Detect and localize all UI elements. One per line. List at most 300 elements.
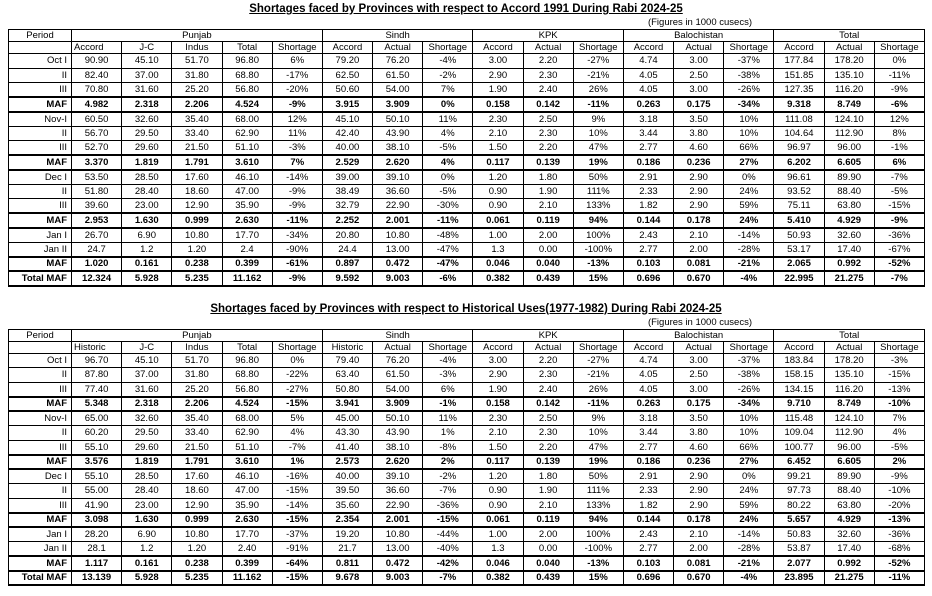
value-cell: 55.10 (72, 440, 122, 455)
value-cell: 51.10 (222, 141, 272, 156)
value-cell: 0.399 (222, 257, 272, 272)
col-header-total-actual: Actual (824, 341, 874, 353)
value-cell: 1.630 (122, 213, 172, 228)
value-cell: 96.00 (824, 141, 874, 156)
value-cell: 3.50 (674, 112, 724, 127)
value-cell: 2.318 (122, 397, 172, 412)
value-cell: 2.77 (623, 440, 673, 455)
value-cell: -7% (874, 271, 924, 286)
value-cell: 25.20 (172, 83, 222, 98)
value-cell: 104.64 (774, 126, 824, 141)
value-cell: 8.749 (824, 397, 874, 412)
value-cell: -47% (423, 257, 473, 272)
value-cell: -61% (272, 257, 322, 272)
value-cell: -3% (874, 353, 924, 368)
value-cell: 2.630 (222, 513, 272, 528)
value-cell: 50.60 (322, 83, 372, 98)
value-cell: 3.610 (222, 455, 272, 470)
value-cell: 39.50 (322, 484, 372, 499)
value-cell: 27% (724, 155, 774, 170)
value-cell: -26% (724, 382, 774, 397)
value-cell: 2.252 (322, 213, 372, 228)
table-row (9, 242, 925, 257)
value-cell: 25.20 (172, 382, 222, 397)
table-row (9, 228, 925, 243)
value-cell: 127.35 (774, 83, 824, 98)
value-cell: -14% (724, 228, 774, 243)
value-cell: 12.90 (172, 498, 222, 513)
value-cell: 10.80 (172, 527, 222, 542)
value-cell: 68.00 (222, 411, 272, 426)
value-cell: 0.046 (473, 556, 523, 571)
col-header-balochistan-accord: Accord (623, 341, 673, 353)
value-cell: -34% (724, 397, 774, 412)
value-cell: 0.161 (122, 556, 172, 571)
col-group-total: Total (774, 30, 925, 42)
value-cell: 0.263 (623, 397, 673, 412)
value-cell: -52% (874, 556, 924, 571)
value-cell: 51.70 (172, 353, 222, 368)
value-cell: 3.00 (473, 353, 523, 368)
value-cell: 3.00 (674, 353, 724, 368)
value-cell: 41.90 (72, 498, 122, 513)
table-row (9, 170, 925, 185)
row-label: II (9, 368, 72, 383)
value-cell: 2.4 (222, 242, 272, 257)
summary-row (9, 397, 925, 412)
value-cell: 47.00 (222, 484, 272, 499)
col-header-kpk-actual: Actual (523, 42, 573, 54)
value-cell: 9.710 (774, 397, 824, 412)
row-label: Jan I (9, 527, 72, 542)
value-cell: -9% (272, 199, 322, 214)
value-cell: 0.696 (623, 571, 673, 586)
value-cell: 60.20 (72, 426, 122, 441)
value-cell: 0.046 (473, 257, 523, 272)
value-cell: 133% (573, 498, 623, 513)
value-cell: 29.50 (122, 426, 172, 441)
value-cell: 50.10 (373, 411, 423, 426)
value-cell: 79.40 (322, 353, 372, 368)
col-header-kpk-shortage: Shortage (573, 341, 623, 353)
value-cell: 1.20 (473, 170, 523, 185)
value-cell: 28.50 (122, 469, 172, 484)
value-cell: 0% (874, 54, 924, 69)
value-cell: -1% (423, 397, 473, 412)
value-cell: -28% (724, 542, 774, 557)
value-cell: 2.00 (674, 242, 724, 257)
value-cell: 2.573 (322, 455, 372, 470)
value-cell: -22% (272, 368, 322, 383)
value-cell: 0.119 (523, 213, 573, 228)
value-cell: 0.061 (473, 513, 523, 528)
column-group-header-row (9, 329, 925, 341)
value-cell: 2.20 (523, 54, 573, 69)
value-cell: 63.40 (322, 368, 372, 383)
value-cell: 0.999 (172, 213, 222, 228)
value-cell: -47% (423, 242, 473, 257)
value-cell: 2.40 (222, 542, 272, 557)
col-group-total: Total (774, 329, 925, 341)
value-cell: 24% (724, 513, 774, 528)
value-cell: 1% (423, 426, 473, 441)
value-cell: 60.50 (72, 112, 122, 127)
value-cell: 2.30 (523, 68, 573, 83)
value-cell: -37% (724, 353, 774, 368)
row-label: Total MAF (9, 271, 72, 286)
value-cell: 28.40 (122, 184, 172, 199)
value-cell: 76.20 (373, 54, 423, 69)
value-cell: -15% (874, 368, 924, 383)
col-header-punjab-accord: Accord (72, 42, 122, 54)
value-cell: 7% (272, 155, 322, 170)
value-cell: 0.472 (373, 556, 423, 571)
value-cell: 2.001 (373, 513, 423, 528)
value-cell: 0.00 (523, 242, 573, 257)
value-cell: -21% (724, 556, 774, 571)
value-cell: 13.139 (72, 571, 122, 586)
value-cell: 47.00 (222, 184, 272, 199)
value-cell: 93.52 (774, 184, 824, 199)
value-cell: 77.40 (72, 382, 122, 397)
value-cell: 51.80 (72, 184, 122, 199)
value-cell: 32.60 (824, 228, 874, 243)
value-cell: 2% (423, 455, 473, 470)
value-cell: 0.144 (623, 513, 673, 528)
value-cell: 2.30 (523, 126, 573, 141)
value-cell: 28.50 (122, 170, 172, 185)
value-cell: -68% (874, 542, 924, 557)
value-cell: 33.40 (172, 126, 222, 141)
value-cell: -91% (272, 542, 322, 557)
col-header-sindh-actual: Actual (373, 341, 423, 353)
value-cell: 111% (573, 184, 623, 199)
value-cell: 6.605 (824, 155, 874, 170)
value-cell: 6% (423, 382, 473, 397)
value-cell: -10% (874, 397, 924, 412)
value-cell: -7% (423, 571, 473, 586)
value-cell: 4.05 (623, 382, 673, 397)
value-cell: 41.40 (322, 440, 372, 455)
value-cell: 0.117 (473, 455, 523, 470)
value-cell: 1.117 (72, 556, 122, 571)
column-group-header-row (9, 30, 925, 42)
value-cell: 29.60 (122, 141, 172, 156)
value-cell: 37.00 (122, 368, 172, 383)
value-cell: 4.74 (623, 353, 673, 368)
value-cell: 35.60 (322, 498, 372, 513)
value-cell: -21% (724, 257, 774, 272)
value-cell: 23.895 (774, 571, 824, 586)
row-label: III (9, 83, 72, 98)
value-cell: 111.08 (774, 112, 824, 127)
col-header-total-shortage: Shortage (874, 341, 924, 353)
value-cell: 0.103 (623, 257, 673, 272)
value-cell: 5.657 (774, 513, 824, 528)
value-cell: 31.60 (122, 83, 172, 98)
value-cell: -38% (724, 368, 774, 383)
value-cell: 2.620 (373, 155, 423, 170)
value-cell: 13.00 (373, 242, 423, 257)
value-cell: 52.70 (72, 141, 122, 156)
value-cell: 1.20 (172, 542, 222, 557)
value-cell: 32.60 (824, 527, 874, 542)
value-cell: -15% (874, 199, 924, 214)
col-header-punjab-total: Total (222, 341, 272, 353)
value-cell: 12% (272, 112, 322, 127)
shortages-table-historical-uses (8, 329, 925, 587)
value-cell: 0.439 (523, 571, 573, 586)
value-cell: -6% (423, 271, 473, 286)
value-cell: 0.175 (674, 397, 724, 412)
table-row (9, 440, 925, 455)
row-label: II (9, 484, 72, 499)
value-cell: 2.90 (674, 170, 724, 185)
table-row (9, 411, 925, 426)
period-header: Period (9, 30, 72, 42)
col-header-punjab-j-c: J-C (122, 42, 172, 54)
col-group-punjab: Punjab (72, 30, 323, 42)
value-cell: 3.00 (674, 54, 724, 69)
value-cell: 21.275 (824, 571, 874, 586)
value-cell: -48% (423, 228, 473, 243)
value-cell: 2.90 (674, 199, 724, 214)
value-cell: -34% (272, 228, 322, 243)
value-cell: 35.90 (222, 199, 272, 214)
value-cell: -64% (272, 556, 322, 571)
value-cell: 43.90 (373, 126, 423, 141)
table-row (9, 527, 925, 542)
value-cell: 1.82 (623, 199, 673, 214)
value-cell: 0.399 (222, 556, 272, 571)
value-cell: 5.928 (122, 271, 172, 286)
value-cell: 17.60 (172, 170, 222, 185)
value-cell: 31.60 (122, 382, 172, 397)
value-cell: -9% (272, 184, 322, 199)
value-cell: 35.40 (172, 411, 222, 426)
value-cell: -11% (573, 397, 623, 412)
summary-row (9, 155, 925, 170)
value-cell: 2.40 (523, 382, 573, 397)
value-cell: 0.117 (473, 155, 523, 170)
value-cell: 50.80 (322, 382, 372, 397)
table-row (9, 126, 925, 141)
value-cell: 26% (573, 83, 623, 98)
value-cell: 2.90 (674, 469, 724, 484)
value-cell: -21% (573, 368, 623, 383)
value-cell: 2.20 (523, 353, 573, 368)
column-subheader-row (9, 42, 925, 54)
value-cell: 0.897 (322, 257, 372, 272)
value-cell: 0.999 (172, 513, 222, 528)
col-header-punjab-shortage: Shortage (272, 42, 322, 54)
col-header-kpk-accord: Accord (473, 42, 523, 54)
value-cell: 37.00 (122, 68, 172, 83)
value-cell: 4% (423, 155, 473, 170)
value-cell: 21.7 (322, 542, 372, 557)
value-cell: 4.60 (674, 141, 724, 156)
value-cell: 61.50 (373, 368, 423, 383)
value-cell: 66% (724, 141, 774, 156)
value-cell: 2.30 (473, 411, 523, 426)
value-cell: -4% (423, 353, 473, 368)
value-cell: -2% (423, 68, 473, 83)
value-cell: 2.77 (623, 141, 673, 156)
value-cell: 2.10 (523, 498, 573, 513)
value-cell: 94% (573, 213, 623, 228)
value-cell: -5% (874, 440, 924, 455)
value-cell: 109.04 (774, 426, 824, 441)
value-cell: 2.50 (523, 112, 573, 127)
value-cell: 5.348 (72, 397, 122, 412)
value-cell: 12.90 (172, 199, 222, 214)
value-cell: 178.20 (824, 353, 874, 368)
value-cell: 0.142 (523, 97, 573, 112)
value-cell: 0.263 (623, 97, 673, 112)
value-cell: 4.929 (824, 513, 874, 528)
value-cell: 6.605 (824, 455, 874, 470)
blank-header-cell (9, 42, 72, 54)
value-cell: 11.162 (222, 571, 272, 586)
value-cell: -36% (874, 228, 924, 243)
col-header-balochistan-accord: Accord (623, 42, 673, 54)
value-cell: 2.318 (122, 97, 172, 112)
value-cell: -37% (724, 54, 774, 69)
value-cell: 19% (573, 155, 623, 170)
value-cell: -67% (874, 242, 924, 257)
value-cell: 35.90 (222, 498, 272, 513)
value-cell: 10% (724, 411, 774, 426)
value-cell: 9.003 (373, 571, 423, 586)
table-title-accord: Shortages faced by Provinces with respect to Accord 1991 During Rabi 2024-25 (249, 3, 683, 15)
value-cell: 88.40 (824, 484, 874, 499)
value-cell: -13% (573, 257, 623, 272)
row-label: Dec I (9, 170, 72, 185)
units-note: (Figures in 1000 cusecs) (647, 17, 752, 28)
value-cell: 59% (724, 498, 774, 513)
value-cell: -21% (573, 68, 623, 83)
value-cell: 0.178 (674, 513, 724, 528)
value-cell: -14% (272, 170, 322, 185)
value-cell: 0.439 (523, 271, 573, 286)
value-cell: 2.91 (623, 469, 673, 484)
value-cell: 3.370 (72, 155, 122, 170)
value-cell: 0.382 (473, 571, 523, 586)
value-cell: 24% (724, 184, 774, 199)
value-cell: 62.90 (222, 426, 272, 441)
col-group-balochistan: Balochistan (623, 329, 774, 341)
value-cell: 3.576 (72, 455, 122, 470)
value-cell: 0.081 (674, 556, 724, 571)
value-cell: -90% (272, 242, 322, 257)
table-row (9, 199, 925, 214)
value-cell: 0.696 (623, 271, 673, 286)
value-cell: 21.50 (172, 440, 222, 455)
value-cell: 4.05 (623, 68, 673, 83)
value-cell: 2.206 (172, 97, 222, 112)
value-cell: -28% (724, 242, 774, 257)
value-cell: 3.00 (674, 382, 724, 397)
value-cell: 68.80 (222, 368, 272, 383)
value-cell: 45.10 (122, 353, 172, 368)
value-cell: 3.098 (72, 513, 122, 528)
value-cell: 0.142 (523, 397, 573, 412)
value-cell: 10.80 (373, 228, 423, 243)
value-cell: 0.90 (473, 484, 523, 499)
value-cell: 97.73 (774, 484, 824, 499)
col-header-sindh-shortage: Shortage (423, 42, 473, 54)
row-label: Nov-I (9, 112, 72, 127)
value-cell: 0.90 (473, 498, 523, 513)
value-cell: -44% (423, 527, 473, 542)
value-cell: 7% (874, 411, 924, 426)
value-cell: 0.040 (523, 556, 573, 571)
value-cell: -42% (423, 556, 473, 571)
value-cell: 0.158 (473, 97, 523, 112)
table-row (9, 368, 925, 383)
value-cell: 10.80 (373, 527, 423, 542)
value-cell: 116.20 (824, 382, 874, 397)
row-label: Oct I (9, 54, 72, 69)
col-header-total-accord: Accord (774, 42, 824, 54)
value-cell: 2.077 (774, 556, 824, 571)
value-cell: -100% (573, 542, 623, 557)
col-header-punjab-shortage: Shortage (272, 341, 322, 353)
value-cell: 56.80 (222, 382, 272, 397)
value-cell: 10% (724, 112, 774, 127)
value-cell: -9% (874, 83, 924, 98)
value-cell: 39.60 (72, 199, 122, 214)
value-cell: 96.00 (824, 440, 874, 455)
value-cell: 62.90 (222, 126, 272, 141)
value-cell: 80.22 (774, 498, 824, 513)
value-cell: -2% (423, 469, 473, 484)
value-cell: 0.158 (473, 397, 523, 412)
value-cell: -38% (724, 68, 774, 83)
value-cell: 13.00 (373, 542, 423, 557)
value-cell: 8% (874, 126, 924, 141)
value-cell: 29.50 (122, 126, 172, 141)
value-cell: 6.90 (122, 228, 172, 243)
value-cell: 96.61 (774, 170, 824, 185)
row-label: III (9, 440, 72, 455)
value-cell: 1.50 (473, 440, 523, 455)
value-cell: 63.80 (824, 199, 874, 214)
col-header-balochistan-actual: Actual (674, 42, 724, 54)
value-cell: 4% (423, 126, 473, 141)
value-cell: 2.10 (473, 426, 523, 441)
value-cell: -11% (573, 97, 623, 112)
value-cell: 36.60 (373, 484, 423, 499)
value-cell: -13% (874, 382, 924, 397)
value-cell: 0.90 (473, 199, 523, 214)
value-cell: 1.20 (473, 469, 523, 484)
value-cell: 135.10 (824, 368, 874, 383)
value-cell: 90.90 (72, 54, 122, 69)
value-cell: 32.60 (122, 411, 172, 426)
value-cell: 18.60 (172, 484, 222, 499)
value-cell: 0.238 (172, 257, 222, 272)
value-cell: 1.00 (473, 228, 523, 243)
column-subheader-row (9, 341, 925, 353)
value-cell: 2.50 (674, 368, 724, 383)
value-cell: -7% (272, 440, 322, 455)
value-cell: 2.77 (623, 542, 673, 557)
value-cell: 1.2 (122, 542, 172, 557)
value-cell: 133% (573, 199, 623, 214)
value-cell: 47% (573, 141, 623, 156)
row-label: Dec I (9, 469, 72, 484)
